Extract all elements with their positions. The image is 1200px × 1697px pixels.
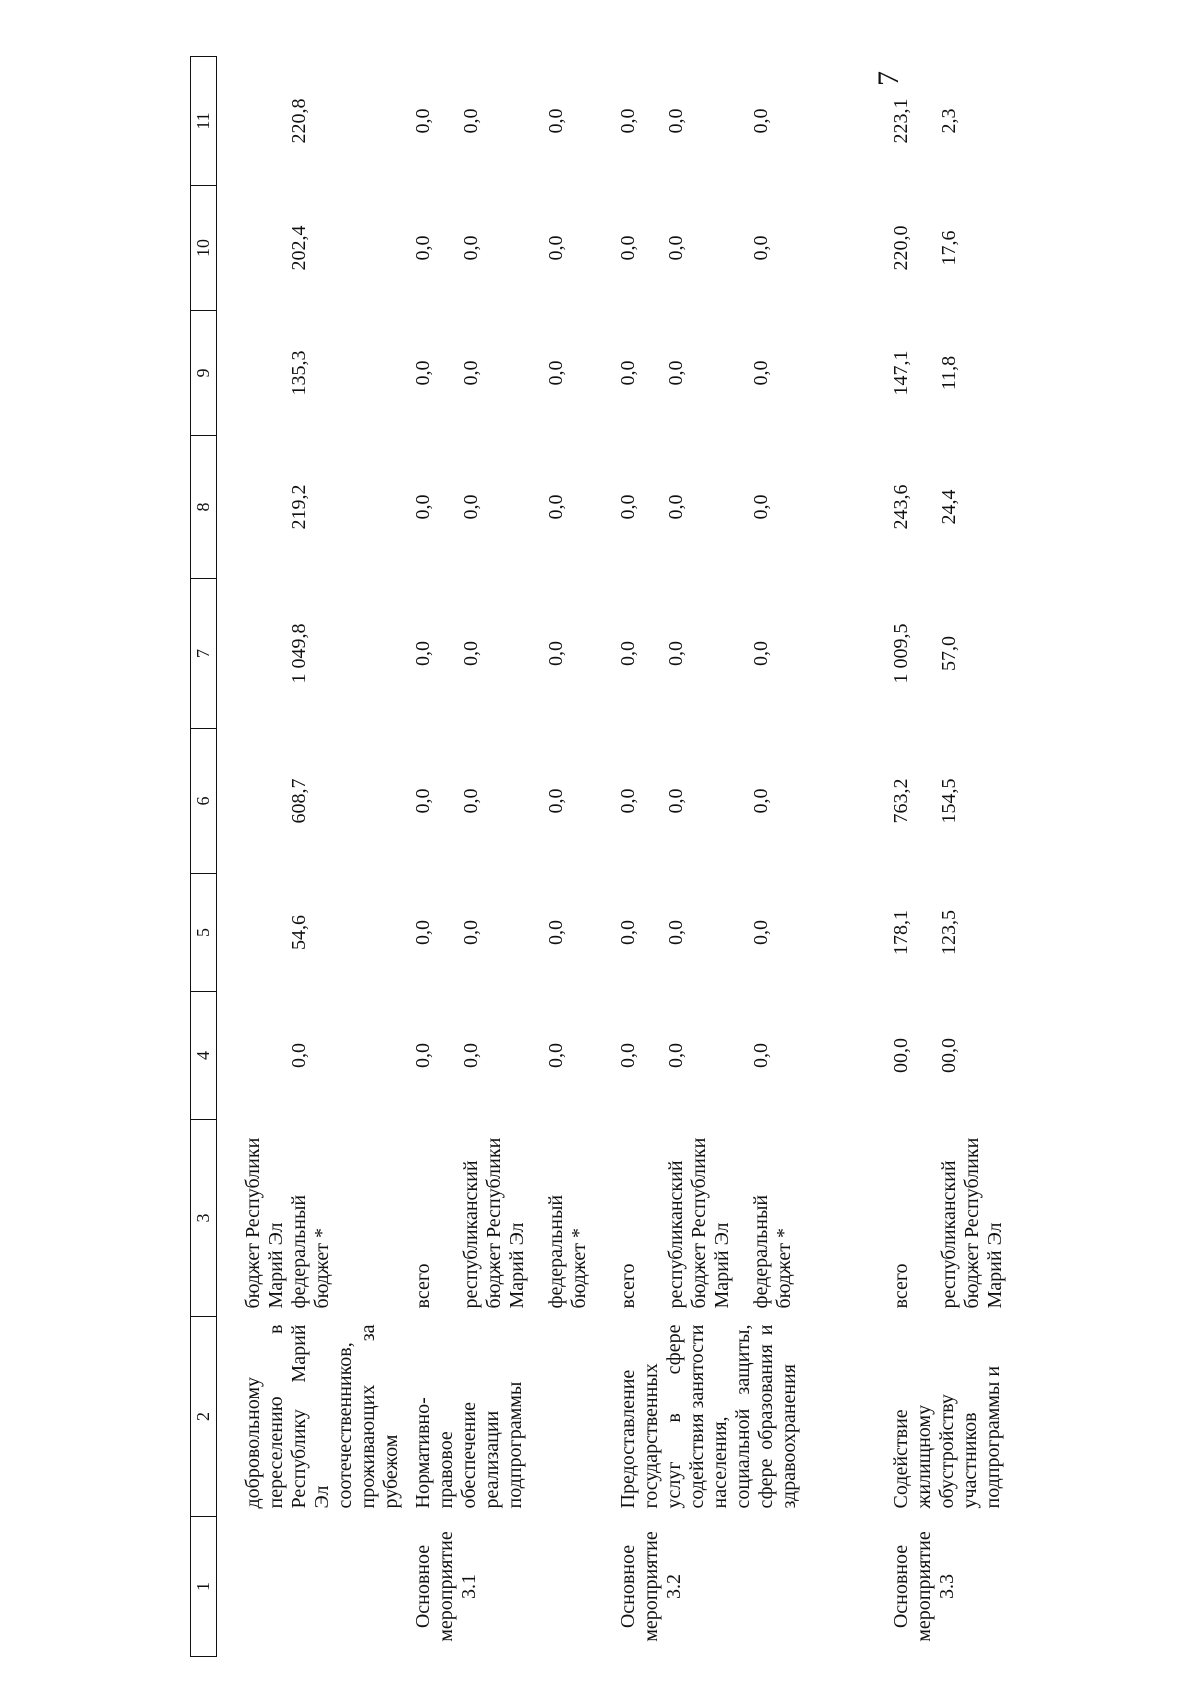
cell-value: 0,0 <box>750 1043 772 1068</box>
cell-value: 0,0 <box>750 788 772 814</box>
cell-value: 0,0 <box>617 788 639 814</box>
cell-value: 0,0 <box>545 920 567 945</box>
cell-value: 220,0 <box>890 225 912 271</box>
cell-value: 243,6 <box>890 484 912 530</box>
cell-value: 0,0 <box>665 641 687 666</box>
cell-value: 1 009,5 <box>890 623 912 684</box>
cell-value: 57,0 <box>938 636 960 671</box>
cell-value: 0,0 <box>665 235 687 261</box>
rotated-table-container <box>190 57 1040 1657</box>
cell-value: 0,0 <box>412 788 434 814</box>
cell-source: федеральный бюджет * <box>288 1194 333 1309</box>
cell-value: 154,5 <box>938 778 960 824</box>
cell-value: 0,0 <box>617 108 639 134</box>
cell-value: 17,6 <box>938 230 960 266</box>
cell-source: всего <box>412 1263 434 1309</box>
col-header-9: 9 <box>191 311 217 436</box>
cell-value <box>217 992 289 1120</box>
cell-value: 00,0 <box>938 1038 960 1073</box>
cell-value: 0,0 <box>412 108 434 134</box>
cell-value: 0,0 <box>750 108 772 134</box>
col-header-4: 4 <box>191 992 217 1120</box>
table-row <box>217 57 289 1657</box>
cell-value: 0,0 <box>460 494 482 520</box>
cell-value: 0,0 <box>750 920 772 945</box>
cell-source: бюджет Республики Марий Эл <box>242 1137 287 1309</box>
cell-value <box>217 311 289 436</box>
header-row <box>191 57 217 1657</box>
cell-value: 0,0 <box>545 1043 567 1068</box>
col-header-1: 1 <box>191 1517 217 1657</box>
table-row <box>617 57 665 1657</box>
cell-value: 0,0 <box>545 494 567 520</box>
cell-description: Содействие жилищному обустройству участников подпрограммы и <box>890 1365 1004 1509</box>
cell-value: 0,0 <box>750 360 772 386</box>
cell-value: 0,0 <box>412 1043 434 1068</box>
col-header-3: 3 <box>191 1120 217 1317</box>
cell-activity: Основное мероприятие 3.2 <box>617 1531 685 1642</box>
cell-value: 0,0 <box>665 920 687 945</box>
cell-value: 0,0 <box>750 494 772 520</box>
cell-value: 123,5 <box>938 910 960 955</box>
cell-source: всего <box>890 1263 912 1309</box>
col-header-8: 8 <box>191 436 217 579</box>
cell-value: 0,0 <box>460 920 482 945</box>
col-header-7: 7 <box>191 579 217 729</box>
cell-source: федеральный бюджет * <box>545 1194 590 1309</box>
cell-source: республиканский бюджет Республики Марий Эл <box>460 1137 528 1309</box>
cell-value: 0,0 <box>545 360 567 386</box>
cell-value: 0,0 <box>545 788 567 814</box>
cell-description: добровольному переселению в Республику Марий Эл соотечественников, проживающих за рубежом <box>242 1324 402 1509</box>
cell-value: 0,0 <box>665 494 687 520</box>
cell-value: 0,0 <box>460 641 482 666</box>
cell-source: республиканский бюджет Республики Марий Эл <box>938 1137 1006 1309</box>
cell-value: 0,0 <box>617 235 639 261</box>
cell-value: 0,0 <box>412 235 434 261</box>
budget-table <box>190 56 1023 1657</box>
cell-source: федеральный бюджет * <box>750 1194 795 1309</box>
cell-value <box>217 729 289 874</box>
cell-value: 0,0 <box>412 641 434 666</box>
cell-value: 00,0 <box>890 1038 912 1073</box>
cell-value: 220,8 <box>288 98 310 144</box>
cell-value: 0,0 <box>750 641 772 666</box>
cell-value: 0,0 <box>460 1043 482 1068</box>
col-header-11: 11 <box>191 57 217 186</box>
cell-value: 11,8 <box>938 355 960 391</box>
cell-value: 0,0 <box>750 235 772 261</box>
table-row <box>412 57 460 1657</box>
cell-value: 763,2 <box>890 778 912 824</box>
cell-activity: Основное мероприятие 3.1 <box>412 1531 480 1642</box>
cell-value: 147,1 <box>890 350 912 396</box>
cell-activity: Основное мероприятие 3.3 <box>890 1531 958 1642</box>
cell-value: 0,0 <box>665 1043 687 1068</box>
cell-source: республиканский бюджет Республики Марий Эл <box>665 1137 733 1309</box>
cell-value: 0,0 <box>412 494 434 520</box>
cell-value <box>217 186 289 311</box>
cell-value: 1 049,8 <box>288 623 310 684</box>
cell-value: 0,0 <box>617 641 639 666</box>
cell-value: 0,0 <box>665 108 687 134</box>
cell-value: 178,1 <box>890 910 912 955</box>
cell-value: 0,0 <box>412 920 434 945</box>
cell-value: 0,0 <box>617 360 639 386</box>
cell-value: 0,0 <box>665 360 687 386</box>
col-header-10: 10 <box>191 186 217 311</box>
cell-value: 202,4 <box>288 225 310 271</box>
cell-source: всего <box>617 1263 639 1309</box>
cell-value: 54,6 <box>288 915 310 950</box>
cell-value: 0,0 <box>617 920 639 945</box>
col-header-5: 5 <box>191 874 217 992</box>
cell-value <box>217 874 289 992</box>
cell-value: 608,7 <box>288 778 310 824</box>
cell-value: 0,0 <box>288 1043 310 1068</box>
cell-value: 219,2 <box>288 484 310 530</box>
cell-activity <box>217 1517 289 1657</box>
cell-value: 0,0 <box>460 108 482 134</box>
cell-value: 0,0 <box>665 788 687 814</box>
cell-description: Предоставление государственных услуг в сфере содействия занятости населения, социальной защиты, сфере образования и здравоохранения <box>617 1324 800 1509</box>
col-header-2: 2 <box>191 1317 217 1517</box>
cell-value: 0,0 <box>460 235 482 261</box>
cell-value: 0,0 <box>617 1043 639 1068</box>
cell-value: 0,0 <box>545 235 567 261</box>
cell-value: 24,4 <box>938 489 960 525</box>
cell-value <box>217 579 289 729</box>
table-row <box>890 57 938 1657</box>
cell-value: 0,0 <box>617 494 639 520</box>
cell-value: 0,0 <box>460 360 482 386</box>
cell-activity <box>288 1517 412 1657</box>
page-number: 7 <box>872 71 905 86</box>
cell-value: 0,0 <box>460 788 482 814</box>
cell-description: Нормативно-правовое обеспечение реализации подпрограммы <box>412 1381 526 1509</box>
cell-value: 2,3 <box>938 108 960 134</box>
cell-value: 0,0 <box>545 641 567 666</box>
cell-value: 135,3 <box>288 350 310 396</box>
cell-value: 0,0 <box>545 108 567 134</box>
cell-value <box>217 57 289 186</box>
cell-value: 223,1 <box>890 98 912 144</box>
cell-value: 0,0 <box>412 360 434 386</box>
cell-value <box>217 436 289 579</box>
col-header-6: 6 <box>191 729 217 874</box>
